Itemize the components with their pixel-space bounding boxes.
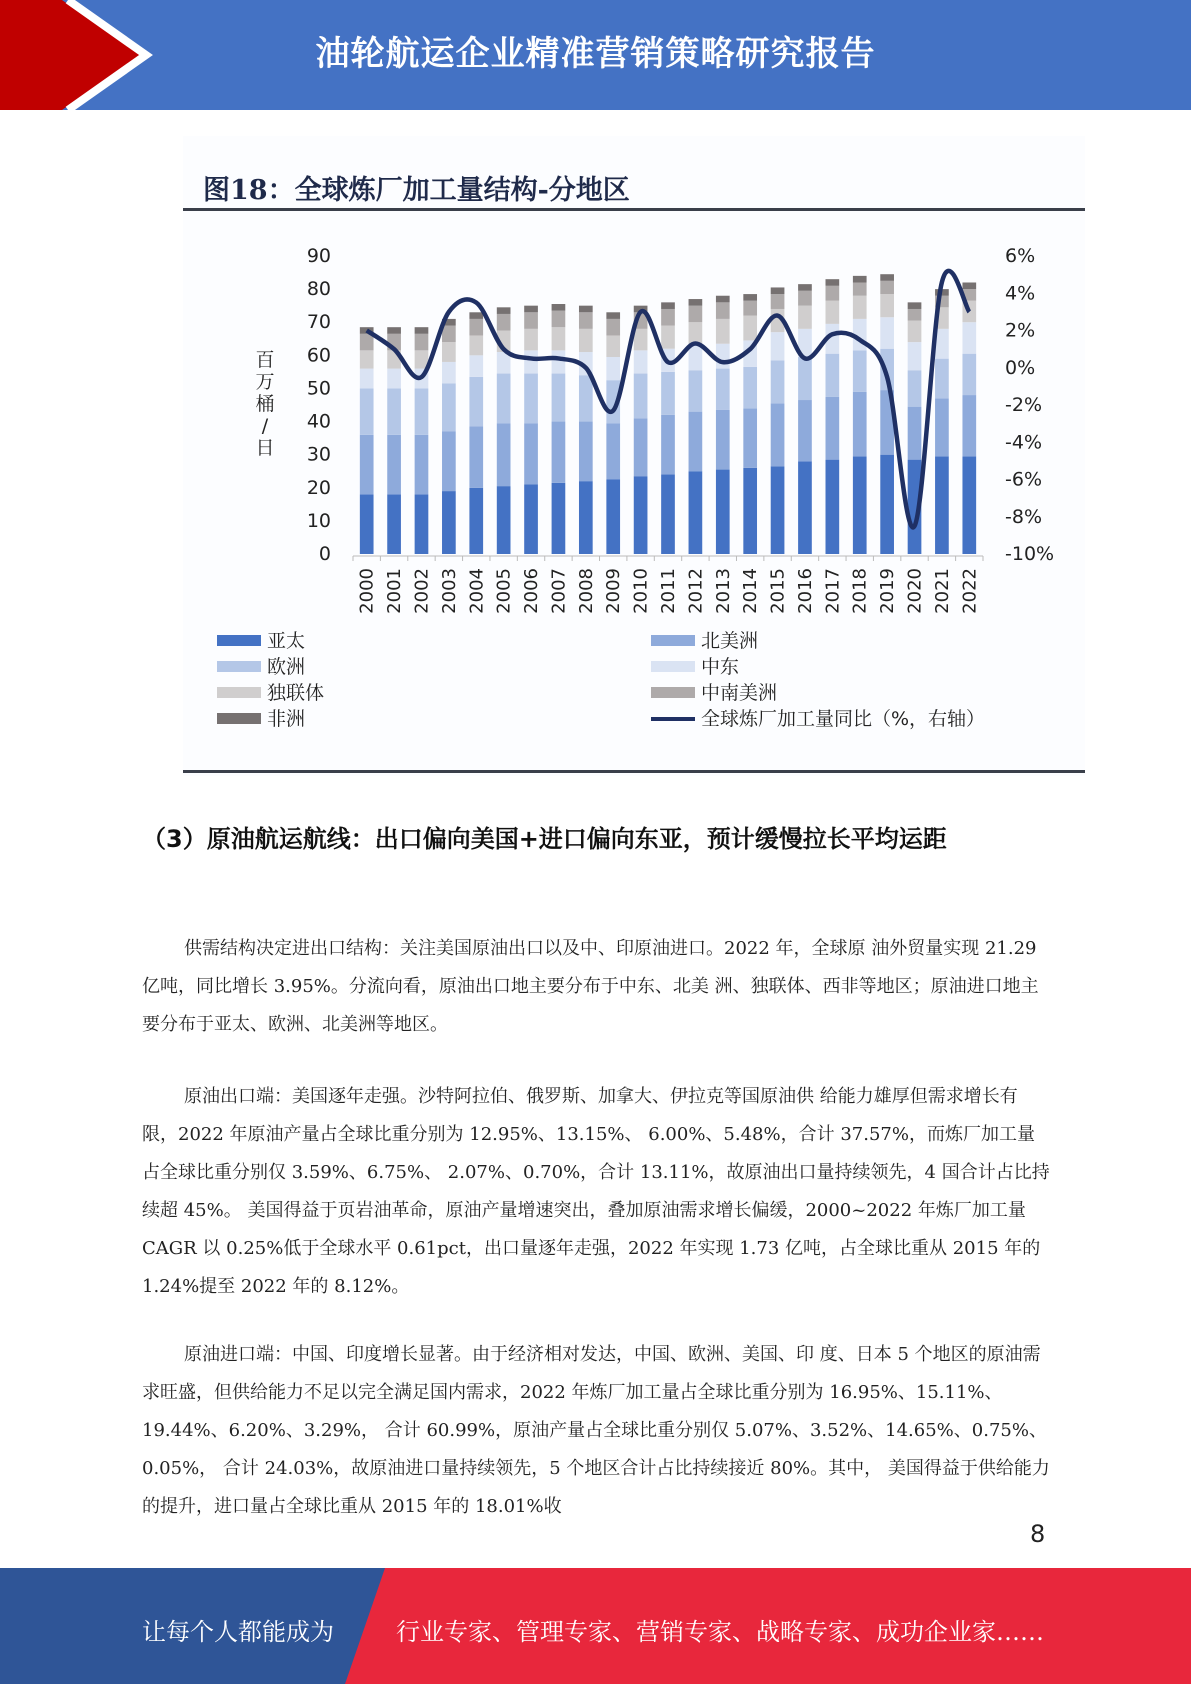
bar-segment — [689, 370, 703, 411]
x-tick-label: 2018 — [849, 568, 871, 614]
bar-segment — [661, 475, 675, 554]
bar-segment — [908, 370, 922, 406]
legend-label: 中东 — [701, 656, 740, 678]
y2-tick-label: 0% — [1005, 356, 1036, 379]
bar-segment — [771, 360, 785, 403]
bar-segment — [743, 294, 757, 301]
bar-segment — [798, 284, 812, 291]
bar-segment — [524, 484, 538, 554]
bar-segment — [853, 276, 867, 283]
bar-segment — [716, 344, 730, 369]
legend-label: 中南美洲 — [701, 682, 778, 704]
bar-segment — [689, 471, 703, 554]
bar-segment — [497, 314, 511, 331]
bar-segment — [962, 282, 976, 289]
bar-segment — [415, 494, 429, 554]
x-tick-label: 2011 — [658, 568, 679, 614]
bar-segment — [524, 423, 538, 484]
x-tick-label: 2001 — [384, 568, 406, 614]
bar-segment — [469, 355, 483, 377]
bar-segment — [469, 312, 483, 319]
x-tick-label: 2002 — [411, 568, 433, 614]
bar-segment — [415, 327, 429, 334]
y2-tick-label: -6% — [1005, 468, 1042, 491]
x-tick-label: 2006 — [521, 568, 543, 614]
bar-segment — [634, 350, 648, 373]
bar-segment — [743, 367, 757, 408]
bar-segment — [716, 302, 730, 319]
bar-segment — [497, 307, 511, 314]
bar-segment — [743, 316, 757, 341]
bar-segment — [908, 321, 922, 343]
x-tick-label: 2022 — [959, 568, 981, 614]
x-tick-label: 2015 — [767, 568, 789, 614]
bar-segment — [826, 397, 840, 460]
footer-slogan-right: 行业专家、管理专家、营销专家、战略专家、成功企业家…… — [396, 1618, 1044, 1646]
bar-segment — [524, 312, 538, 329]
legend-label: 独联体 — [267, 682, 325, 704]
bar-segment — [524, 374, 538, 424]
bar-segment — [442, 431, 456, 491]
x-tick-label: 2003 — [438, 568, 460, 614]
x-tick-label: 2007 — [548, 568, 570, 614]
bar-segment — [606, 423, 620, 479]
y-tick-label: 30 — [306, 443, 331, 466]
bar-segment — [743, 468, 757, 554]
bar-segment — [497, 374, 511, 424]
bar-segment — [798, 461, 812, 554]
bar-segment — [661, 415, 675, 475]
bar-segment — [962, 322, 976, 353]
legend-label: 北美洲 — [701, 630, 759, 652]
bar-segment — [689, 412, 703, 472]
bar-segment — [716, 470, 730, 554]
bar-segment — [579, 306, 593, 313]
bar-segment — [661, 372, 675, 415]
legend-swatch — [651, 635, 695, 646]
bar-segment — [853, 282, 867, 295]
page-header — [0, 0, 1191, 110]
y-axis-label-char: 百 — [255, 349, 275, 371]
bar-segment — [606, 312, 620, 319]
bar-segment — [497, 423, 511, 486]
bar-segment — [826, 354, 840, 397]
bar-segment — [853, 392, 867, 457]
bar-segment — [826, 286, 840, 301]
header-title: 油轮航运企业精准营销策略研究报告 — [315, 34, 876, 74]
y-tick-label: 20 — [306, 476, 331, 499]
bar-segment — [606, 480, 620, 555]
bar-segment — [935, 398, 949, 456]
bar-segment — [826, 279, 840, 286]
bar-segment — [853, 296, 867, 319]
bar-segment — [579, 375, 593, 421]
bar-segment — [387, 327, 401, 334]
bar-segment — [743, 408, 757, 468]
bar-segment — [689, 299, 703, 306]
bar-segment — [880, 294, 894, 317]
y-tick-label: 60 — [306, 344, 331, 367]
bar-segment — [579, 422, 593, 482]
y-tick-label: 10 — [306, 509, 331, 532]
bar-segment — [442, 326, 456, 343]
bar-segment — [579, 329, 593, 352]
figure-bottom-rule — [183, 770, 1085, 773]
bar-segment — [360, 350, 374, 368]
paragraph-2: 原油出口端：美国逐年走强。沙特阿拉伯、俄罗斯、加拿大、伊拉克等国原油供 给能力雄厚但需求增长有限，2022 年原油产量占全球比重分别为 12.95%、13.15%、 6.00%、5.48%，合计 37.57%，而炼厂加工量占全球比重分别仅 3.59%、6.75%、 2.07%、0.70%，合计 13.11%，故原油出口量持续领先，4 国合计占比持续超 45%。 美国得益于页岩油革命，原油产量增速突出，叠加原油需求增长偏缓，2000~2022 年炼厂加工量 CAGR 以 0.25%低于全球水平 0.61pct，出口量逐年走强，2022 年实现 1.73 亿吨，占全球比重从 2015 年的 1.24%提至 2022 年的 8.12%。 — [142, 1086, 1050, 1297]
legend-label: 非洲 — [267, 708, 306, 730]
bar-segment — [360, 369, 374, 389]
legend-swatch — [651, 661, 695, 672]
bar-segment — [552, 311, 566, 328]
bar-segment — [524, 329, 538, 351]
legend-label: 亚太 — [267, 630, 306, 652]
bar-segment — [935, 456, 949, 554]
bar-segment — [771, 294, 785, 309]
bar-segment — [497, 486, 511, 554]
bar-segment — [552, 422, 566, 483]
y-tick-label: 70 — [306, 311, 331, 334]
x-tick-label: 2013 — [712, 568, 734, 614]
bar-segment — [552, 327, 566, 350]
y-tick-label: 80 — [306, 278, 331, 301]
bar-segment — [469, 319, 483, 336]
bar-segment — [634, 476, 648, 554]
bar-segment — [716, 410, 730, 470]
bar-segment — [853, 456, 867, 554]
bar-segment — [579, 481, 593, 554]
x-tick-label: 2008 — [575, 568, 597, 614]
bar-segment — [415, 334, 429, 351]
bar-segment — [387, 435, 401, 495]
bar-segment — [798, 400, 812, 461]
bar-segment — [552, 350, 566, 373]
bar-segment — [387, 388, 401, 434]
bar-segment — [360, 494, 374, 554]
y2-tick-label: 6% — [1005, 245, 1036, 267]
bar-segment — [524, 350, 538, 373]
bar-segment — [469, 427, 483, 488]
bar-segment — [935, 359, 949, 399]
bar-segment — [771, 332, 785, 360]
bar-segment — [552, 483, 566, 554]
bar-segment — [415, 435, 429, 495]
y2-tick-label: 2% — [1005, 319, 1036, 342]
bar-segment — [716, 296, 730, 303]
bar-segment — [442, 383, 456, 431]
bar-segment — [880, 274, 894, 281]
page-number: 8 — [1030, 1520, 1046, 1548]
legend-label: 欧洲 — [267, 656, 306, 678]
legend-swatch — [651, 687, 695, 698]
section-heading: （3）原油航运航线：出口偏向美国+进口偏向东亚，预计缓慢拉长平均运距 — [142, 825, 947, 853]
bar-segment — [661, 302, 675, 309]
bar-segment — [634, 374, 648, 419]
x-tick-label: 2016 — [794, 568, 816, 614]
bar-segment — [908, 302, 922, 309]
bar-segment — [387, 369, 401, 389]
figure-title: 图18：全球炼厂加工量结构-分地区 — [203, 175, 630, 206]
bar-segment — [360, 388, 374, 434]
bar-segment — [716, 319, 730, 344]
footer-slogan-left: 让每个人都能成为 — [142, 1618, 334, 1646]
bar-segment — [826, 301, 840, 324]
bar-segment — [716, 369, 730, 410]
bar-segment — [661, 309, 675, 326]
bar-segment — [880, 317, 894, 348]
legend-label: 全球炼厂加工量同比（%，右轴） — [701, 708, 986, 730]
bar-segment — [469, 488, 483, 554]
y-axis-label-char: 桶 — [255, 393, 275, 415]
bar-segment — [524, 306, 538, 313]
bar-segment — [826, 460, 840, 554]
bar-segment — [880, 281, 894, 294]
y-axis-label-char: / — [261, 415, 269, 437]
bar-segment — [962, 354, 976, 395]
y2-tick-label: -8% — [1005, 505, 1042, 528]
bar-segment — [469, 377, 483, 427]
bar-segment — [798, 306, 812, 329]
legend-swatch — [217, 661, 261, 672]
y-tick-label: 50 — [306, 377, 331, 400]
bar-segment — [771, 287, 785, 294]
bar-segment — [552, 304, 566, 311]
bar-segment — [798, 291, 812, 306]
bar-segment — [962, 456, 976, 554]
x-tick-label: 2019 — [877, 568, 899, 614]
bar-segment — [689, 306, 703, 323]
bar-segment — [771, 403, 785, 466]
bar-segment — [634, 329, 648, 351]
bar-segment — [880, 455, 894, 554]
x-tick-label: 2014 — [740, 568, 762, 614]
bar-segment — [661, 326, 675, 349]
bar-segment — [469, 335, 483, 355]
y-axis-label-char: 日 — [255, 437, 275, 459]
bar-segment — [360, 334, 374, 351]
bar-segment — [771, 466, 785, 554]
y-tick-label: 0 — [318, 543, 331, 565]
x-tick-label: 2000 — [356, 568, 378, 614]
y2-tick-label: -10% — [1005, 543, 1055, 565]
y2-tick-label: -2% — [1005, 394, 1042, 416]
paragraph-3: 原油进口端：中国、印度增长显著。由于经济相对发达，中国、欧洲、美国、印 度、日本 5 个地区的原油需求旺盛，但供给能力不足以完全满足国内需求，2022 年炼厂加工量占全球比重分别为 16.95%、15.11%、19.44%、6.20%、3.29%， 合计 60.99%，原油产量占全球比重分别仅 5.07%、3.52%、14.65%、0.75%、0.05%， 合计 24.03%，故原油进口量持续领先，5 个地区合计占比持续接近 80%。其中， 美国得益于供给能力的提升，进口量占全球比重从 2015 年的 18.01%收 — [142, 1344, 1050, 1517]
bar-segment — [552, 374, 566, 422]
x-tick-label: 2017 — [822, 568, 844, 614]
x-tick-label: 2020 — [904, 568, 926, 614]
bar-segment — [634, 418, 648, 476]
bar-segment — [962, 395, 976, 456]
bar-segment — [853, 350, 867, 391]
bar-segment — [606, 335, 620, 357]
bar-segment — [579, 312, 593, 329]
bar-segment — [442, 491, 456, 554]
bar-segment — [442, 342, 456, 362]
x-tick-label: 2004 — [466, 568, 488, 614]
bar-segment — [442, 362, 456, 384]
x-tick-label: 2010 — [630, 568, 652, 614]
bar-segment — [743, 301, 757, 316]
bar-segment — [908, 342, 922, 370]
paragraph-1: 供需结构决定进出口结构：关注美国原油出口以及中、印原油进口。2022 年，全球原 油外贸量实现 21.29 亿吨，同比增长 3.95%。分流向看，原油出口地主要分布于中东、北美 洲、独联体、西非等地区；原油进口地主要分布于亚太、欧洲、北美洲等地区。 — [142, 938, 1039, 1035]
x-tick-label: 2012 — [685, 568, 707, 614]
bar-segment — [606, 319, 620, 336]
x-tick-label: 2005 — [493, 568, 515, 614]
y-tick-label: 90 — [306, 245, 331, 267]
bar-segment — [798, 357, 812, 400]
bar-segment — [606, 357, 620, 380]
bar-segment — [415, 388, 429, 434]
bar-segment — [908, 309, 922, 321]
y2-tick-label: 4% — [1005, 282, 1036, 305]
figure-18 — [183, 136, 1085, 776]
bar-segment — [689, 345, 703, 370]
legend-swatch — [217, 635, 261, 646]
bar-segment — [360, 435, 374, 495]
bar-segment — [908, 407, 922, 460]
legend-swatch — [217, 713, 261, 724]
x-tick-label: 2009 — [603, 568, 625, 614]
legend-swatch — [217, 687, 261, 698]
refinery-throughput-chart — [183, 136, 1085, 766]
x-tick-label: 2021 — [931, 568, 953, 614]
bar-segment — [387, 494, 401, 554]
y-tick-label: 40 — [306, 410, 331, 433]
y2-tick-label: -4% — [1005, 431, 1042, 454]
y-axis-label-char: 万 — [255, 371, 275, 393]
